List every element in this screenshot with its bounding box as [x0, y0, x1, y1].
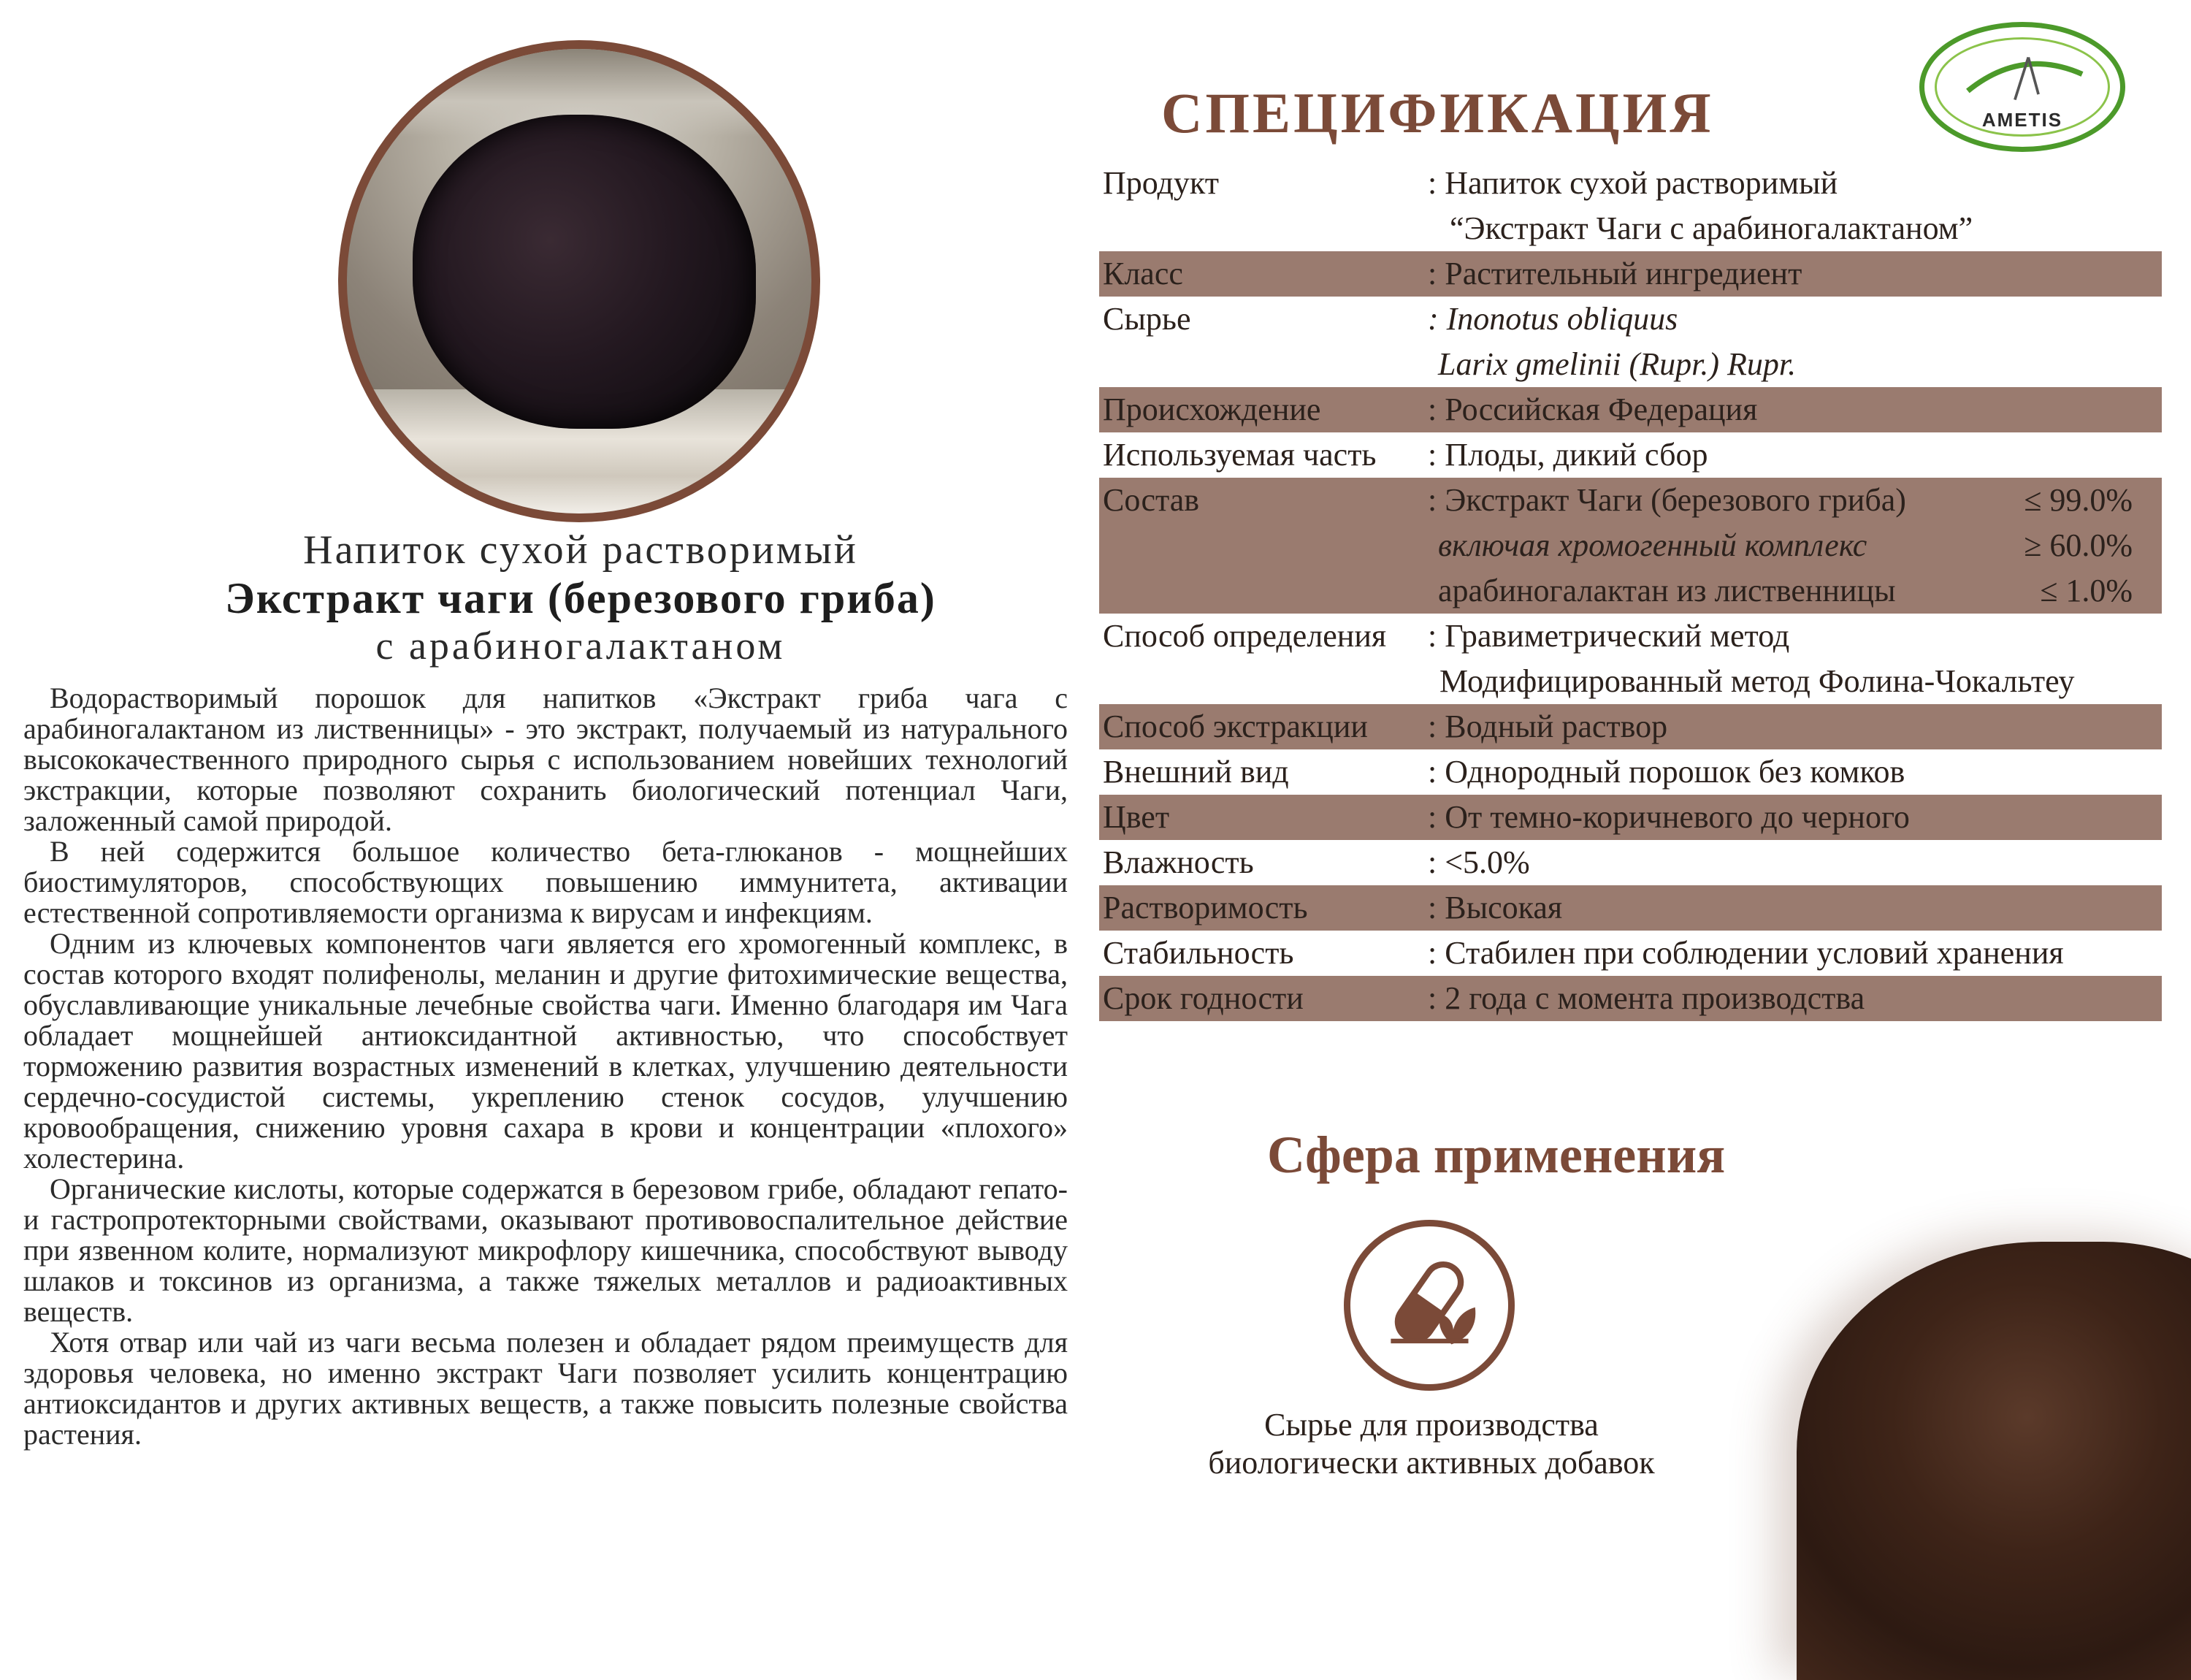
spec-row-class — [1099, 251, 2162, 297]
spec-percent: ≤ 1.0% — [2040, 573, 2133, 608]
spec-value: Модифицированный метод Фолина-Чокальтеу — [1439, 663, 2075, 699]
chaga-powder-image — [1797, 1242, 2191, 1680]
spec-label: Продукт — [1103, 165, 1219, 201]
application-title: Сфера применения — [1267, 1126, 1726, 1184]
ametis-logo — [1919, 22, 2125, 152]
spec-value: : <5.0% — [1428, 844, 1530, 880]
chaga-mushroom-photo — [347, 49, 811, 513]
description-paragraph: Органические кислоты, которые содержатся в березовом грибе, обладают гепато- и гастропротекторными свойствами, оказывают противовоспалительное действие при язвенном колите, нормализуют микрофлору кишечника, способствуют выводу шлаков и токсинов из организма, а также тяжелых металлов и радиоактивных веществ. — [23, 1172, 1068, 1328]
spec-value: : Водный раствор — [1428, 709, 1668, 744]
spec-row-part-used — [1099, 432, 2162, 478]
spec-row-solubility — [1099, 885, 2162, 931]
spec-value: включая хромогенный комплекс — [1438, 527, 1867, 563]
spec-value: : Однородный порошок без комков — [1428, 754, 1905, 790]
spec-row-composition — [1099, 478, 2162, 614]
spec-value: : Высокая — [1428, 890, 1563, 925]
spec-table — [1099, 161, 2162, 1021]
product-title-line3: с арабиногалактаном — [375, 624, 786, 668]
spec-label: Используемая часть — [1103, 437, 1377, 473]
product-title-line2: Экстракт чаги (березового гриба) — [225, 574, 936, 622]
spec-row-color — [1099, 795, 2162, 840]
spec-label: Цвет — [1103, 799, 1170, 835]
spec-label: Внешний вид — [1103, 754, 1289, 790]
spec-row-appearance — [1099, 749, 2162, 795]
spec-value: : Плоды, дикий сбор — [1428, 437, 1708, 473]
spec-value: арабиногалактан из лиственницы — [1438, 573, 1896, 608]
spec-percent: ≥ 60.0% — [2024, 527, 2133, 563]
spec-row-origin — [1099, 387, 2162, 432]
spec-label: Способ экстракции — [1103, 709, 1368, 744]
spec-value: Larix gmelinii (Rupr.) Rupr. — [1438, 346, 1797, 382]
capsule-leaf-icon — [1344, 1220, 1515, 1391]
spec-label: Влажность — [1103, 844, 1254, 880]
spec-value: : От темно-коричневого до черного — [1428, 799, 1910, 835]
spec-row-moisture — [1099, 840, 2162, 885]
spec-percent: ≤ 99.0% — [2024, 482, 2133, 518]
spec-value: : Растительный ингредиент — [1428, 256, 1802, 291]
description-paragraph: В ней содержится большое количество бета-глюканов - мощнейших биостимуляторов, способствующих повышению иммунитета, активации естественной сопротивляемости организма к вирусам и инфекциям. — [23, 835, 1068, 929]
spec-value: : Inonotus obliquus — [1428, 301, 1678, 337]
product-title-line1: Напиток сухой растворимый — [303, 527, 858, 573]
spec-value: : 2 года с момента производства — [1428, 980, 1865, 1016]
chaga-growth — [413, 115, 756, 429]
spec-row-extraction — [1099, 704, 2162, 749]
spec-label: Класс — [1103, 256, 1183, 291]
capsule-leaf-icon-graphic — [1350, 1226, 1508, 1384]
spec-label: Растворимость — [1103, 890, 1308, 925]
spec-row-raw-material — [1099, 297, 2162, 387]
application-caption-line1: Сырье для производства — [1264, 1407, 1599, 1443]
spec-value: “Экстракт Чаги с арабиногалактаном” — [1450, 210, 1973, 246]
spec-label: Срок годности — [1103, 980, 1304, 1016]
spec-value: : Стабилен при соблюдении условий хранения — [1428, 935, 2064, 971]
application-caption — [1183, 1406, 1680, 1482]
spec-value: : Гравиметрический метод — [1428, 618, 1790, 654]
chaga-photo-frame — [338, 40, 820, 522]
spec-label: Состав — [1103, 482, 1200, 518]
spec-title: СПЕЦИФИКАЦИЯ — [1161, 81, 1714, 145]
spec-label: Способ определения — [1103, 618, 1387, 654]
spec-label: Стабильность — [1103, 935, 1294, 971]
spec-value: : Напиток сухой растворимый — [1428, 165, 1838, 201]
logo-text: AMETIS — [1981, 109, 2063, 131]
description-paragraph: Хотя отвар или чай из чаги весьма полезен и обладает рядом преимуществ для здоровья человека, но именно экстракт Чаги позволяет усилить концентрацию антиоксидантов и других активных веществ, а также повысить полезные свойства растения. — [23, 1326, 1068, 1451]
application-caption-line2: биологически активных добавок — [1208, 1445, 1655, 1481]
spec-row-method — [1099, 614, 2162, 704]
spec-value: : Экстракт Чаги (березового гриба) — [1428, 482, 1906, 518]
spec-row-shelf-life — [1099, 976, 2162, 1021]
spec-label: Происхождение — [1103, 392, 1321, 427]
spec-value: : Российская Федерация — [1428, 392, 1758, 427]
product-description — [23, 683, 1068, 1450]
description-paragraph: Одним из ключевых компонентов чаги является его хромогенный комплекс, в состав которого входят полифенолы, меланин и другие фитохимические вещества, обуславливающие уникальные лечебные свойства чаги. Именно благодаря им Чага обладает мощнейшей антиоксидантной активностью, что способствует торможению развития возрастных изменений в клетках, улучшению деятельности сердечно-сосудистой системы, укреплению стенок сосудов, улучшению кровообращения, снижению уровня сахара в крови и концентрации «плохого» холестерина. — [23, 927, 1068, 1175]
spec-row-product — [1099, 161, 2162, 251]
spec-label: Сырье — [1103, 301, 1191, 337]
description-paragraph: Водорастворимый порошок для напитков «Экстракт гриба чага с арабиногалактаном из лиственницы» - это экстракт, получаемый из натурального высококачественного природного сырья с использованием новейших технологий экстракции, которые позволяют сохранить биологический потенциал Чаги, заложенный самой природой. — [23, 681, 1068, 837]
product-title — [73, 526, 1088, 669]
spec-row-stability — [1099, 931, 2162, 976]
